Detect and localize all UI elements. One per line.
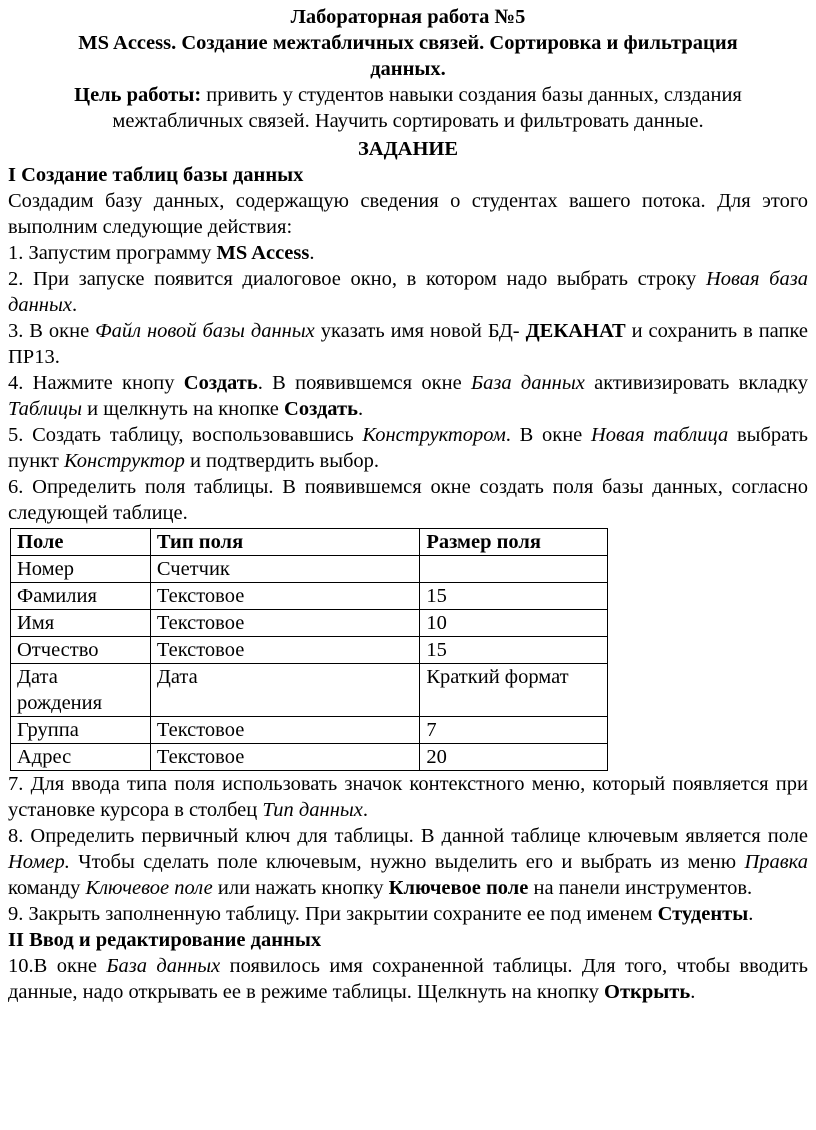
step-text: . [690, 981, 696, 1003]
step-9 [8, 901, 808, 927]
step-bold: Открыть [604, 981, 691, 1003]
step-5 [8, 422, 808, 474]
subtitle-line-1: MS Access. Создание межтабличных связей. Сортировка и фильтрация [78, 32, 738, 54]
step-text: . [748, 903, 754, 925]
step-italic: Файл новой базы данных [95, 320, 315, 342]
step-8 [8, 823, 808, 901]
step-text: и сохранить в папке ПР13. [8, 320, 809, 368]
step-text: команду [8, 877, 86, 899]
step-italic: Тип данных [262, 799, 363, 821]
table-cell: Текстовое [150, 610, 419, 637]
step-italic: Ключевое поле [85, 877, 213, 899]
table-row [11, 556, 608, 583]
page-title: Лабораторная работа №5 [290, 6, 526, 28]
goal-label: Цель работы: [74, 84, 202, 106]
step-italic: Таблицы [8, 398, 83, 420]
table-cell: Адрес [11, 744, 151, 771]
step-number: 2. [8, 268, 24, 290]
step-text: При запуске появится диалоговое окно, в котором надо выбрать строку [23, 268, 706, 290]
step-text: активизировать вкладку [584, 372, 808, 394]
step-italic: Новая база данных [8, 268, 808, 316]
step-text: указать имя новой БД- [314, 320, 526, 342]
step-text: или нажать кнопку [212, 877, 389, 899]
step-bold: Студенты [657, 903, 749, 925]
table-row [11, 744, 608, 771]
step-bold: ДЕКАНАТ [525, 320, 626, 342]
step-text: Чтобы сделать поле ключевым, нужно выделить его и выбрать из меню [69, 851, 745, 873]
table-cell: Краткий формат [420, 664, 608, 717]
table-cell: Текстовое [150, 744, 419, 771]
step-text: . В окне [505, 424, 591, 446]
step-text: и подтвердить выбор. [184, 450, 380, 472]
column-header-field: Поле [11, 529, 151, 556]
section-1-heading: I Создание таблиц базы данных [8, 164, 304, 186]
step-text: Запустим программу [23, 242, 217, 264]
task-heading: ЗАДАНИЕ [357, 138, 459, 160]
step-text: Определить первичный ключ для таблицы. В данной таблице ключевым является поле [23, 825, 808, 847]
step-number: 4. [8, 372, 24, 394]
step-text: . В появившемся окне [257, 372, 471, 394]
step-number: 1. [8, 242, 24, 264]
step-italic: Правка [744, 851, 808, 873]
goal-text: привить у студентов навыки создания базы данных, слздания межтабличных связей. Научить сортировать и фильтровать данные. [112, 84, 742, 132]
table-cell: Счетчик [150, 556, 419, 583]
table-cell: Отчество [11, 637, 151, 664]
table-cell: 15 [420, 637, 608, 664]
table-cell: Текстовое [150, 583, 419, 610]
step-number: 6. [8, 476, 24, 498]
column-header-type: Тип поля [150, 529, 419, 556]
step-4 [8, 370, 808, 422]
step-10 [8, 953, 808, 1005]
goal-paragraph [8, 82, 808, 134]
step-italic: База данных [470, 372, 585, 394]
step-italic: Номер. [8, 851, 70, 873]
step-text: В окне [23, 320, 96, 342]
fields-table [10, 528, 608, 771]
step-italic: Новая таблица [590, 424, 729, 446]
subtitle-line-2: данных. [370, 58, 446, 80]
step-number: 7. [8, 773, 24, 795]
table-cell: 7 [420, 717, 608, 744]
table-row [11, 583, 608, 610]
table-cell: 10 [420, 610, 608, 637]
step-bold: Создать [284, 398, 358, 420]
step-bold: Создать [183, 372, 258, 394]
table-cell: Текстовое [150, 717, 419, 744]
table-cell: Текстовое [150, 637, 419, 664]
table-header-row [11, 529, 608, 556]
column-header-size: Размер поля [420, 529, 608, 556]
step-bold: Ключевое поле [388, 877, 529, 899]
step-text: Для ввода типа поля использовать значок контекстного меню, который появляется при установке курсора в столбец [8, 773, 808, 821]
table-cell [420, 556, 608, 583]
table-cell: 20 [420, 744, 608, 771]
step-text: В окне [33, 955, 107, 977]
table-cell: Имя [11, 610, 151, 637]
step-number: 3. [8, 320, 24, 342]
step-number: 10. [8, 955, 34, 977]
step-text: . [309, 242, 315, 264]
step-number: 5. [8, 424, 24, 446]
table-row [11, 610, 608, 637]
step-1 [8, 240, 808, 266]
table-cell: Дата рождения [11, 664, 151, 717]
step-text: и щелкнуть на кнопке [82, 398, 285, 420]
step-number: 8. [8, 825, 24, 847]
step-text: . [71, 294, 78, 316]
table-cell: Группа [11, 717, 151, 744]
table-cell: Номер [11, 556, 151, 583]
step-6 [8, 474, 808, 526]
table-row [11, 717, 608, 744]
step-italic: Конструктор [63, 450, 185, 472]
table-cell: Фамилия [11, 583, 151, 610]
page-subtitle [8, 30, 808, 82]
step-number: 9. [8, 903, 24, 925]
step-italic: Конструктором [362, 424, 506, 446]
step-text: Закрыть заполненную таблицу. При закрытии сохраните ее под именем [23, 903, 658, 925]
step-italic: База данных [106, 955, 221, 977]
table-cell: Дата [150, 664, 419, 717]
step-text: Определить поля таблицы. В появившемся окне создать поля базы данных, согласно следующей таблице. [8, 476, 808, 524]
step-2 [8, 266, 808, 318]
section-1-intro: Создадим базу данных, содержащую сведения о студентах вашего потока. Для этого выполним следующие действия: [8, 190, 808, 238]
table-row [11, 637, 608, 664]
step-text: выбрать пункт [8, 424, 808, 472]
step-3 [8, 318, 808, 370]
step-bold: MS Access [216, 242, 310, 264]
step-text: . [362, 799, 368, 821]
step-text: Нажмите кнопу [23, 372, 184, 394]
step-text: появилось имя сохраненной таблицы. Для того, чтобы вводить данные, надо открывать ее в режиме таблицы. Щелкнуть на кнопку [8, 955, 808, 1003]
section-2-heading: II Ввод и редактирование данных [8, 929, 322, 951]
table-cell: 15 [420, 583, 608, 610]
step-text: на панели инструментов. [528, 877, 753, 899]
table-row [11, 664, 608, 717]
step-text: . [357, 398, 364, 420]
step-text: Создать таблицу, воспользовавшись [23, 424, 363, 446]
step-7 [8, 771, 808, 823]
